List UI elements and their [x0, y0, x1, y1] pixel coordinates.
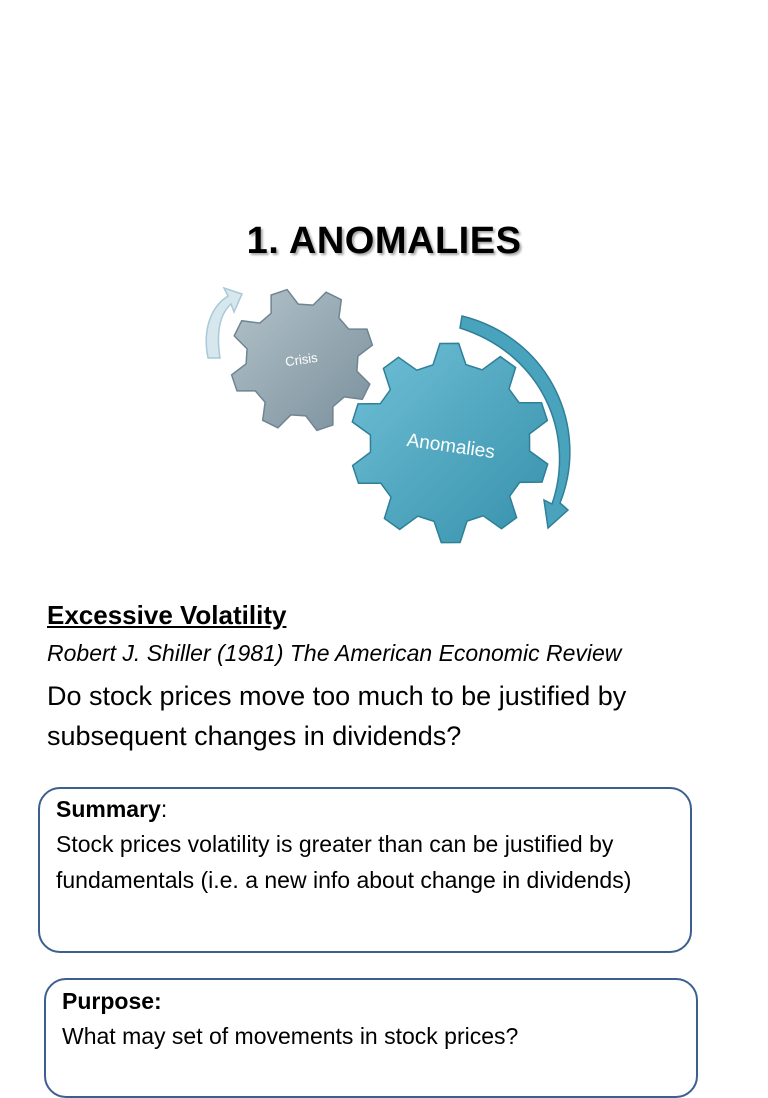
- purpose-label-text: Purpose:: [62, 988, 162, 1014]
- summary-label: [56, 792, 674, 826]
- gear-anomalies-label: Anomalies: [405, 429, 497, 464]
- gears-diagram: [190, 278, 600, 548]
- gears-svg: [190, 278, 600, 548]
- arrow-small-icon: [206, 288, 242, 358]
- section-heading: Excessive Volatility: [47, 600, 287, 630]
- summary-box: [38, 787, 692, 953]
- slide-title: 1. ANOMALIES: [246, 220, 522, 262]
- purpose-label: [62, 984, 680, 1018]
- summary-label-suffix: :: [160, 796, 168, 822]
- purpose-box: [44, 978, 698, 1098]
- summary-text: Stock prices volatility is greater than can be justified by fundamentals (i.e. a new info about change in dividends): [56, 831, 632, 893]
- purpose-text: What may set of movements in stock prices?: [62, 1023, 519, 1049]
- summary-label-text: Summary: [56, 796, 161, 822]
- gear-crisis-label: Crisis: [284, 349, 319, 370]
- citation: Robert J. Shiller (1981) The American Economic Review: [47, 640, 622, 666]
- research-question: Do stock prices move too much to be justified by subsequent changes in dividends?: [47, 681, 627, 751]
